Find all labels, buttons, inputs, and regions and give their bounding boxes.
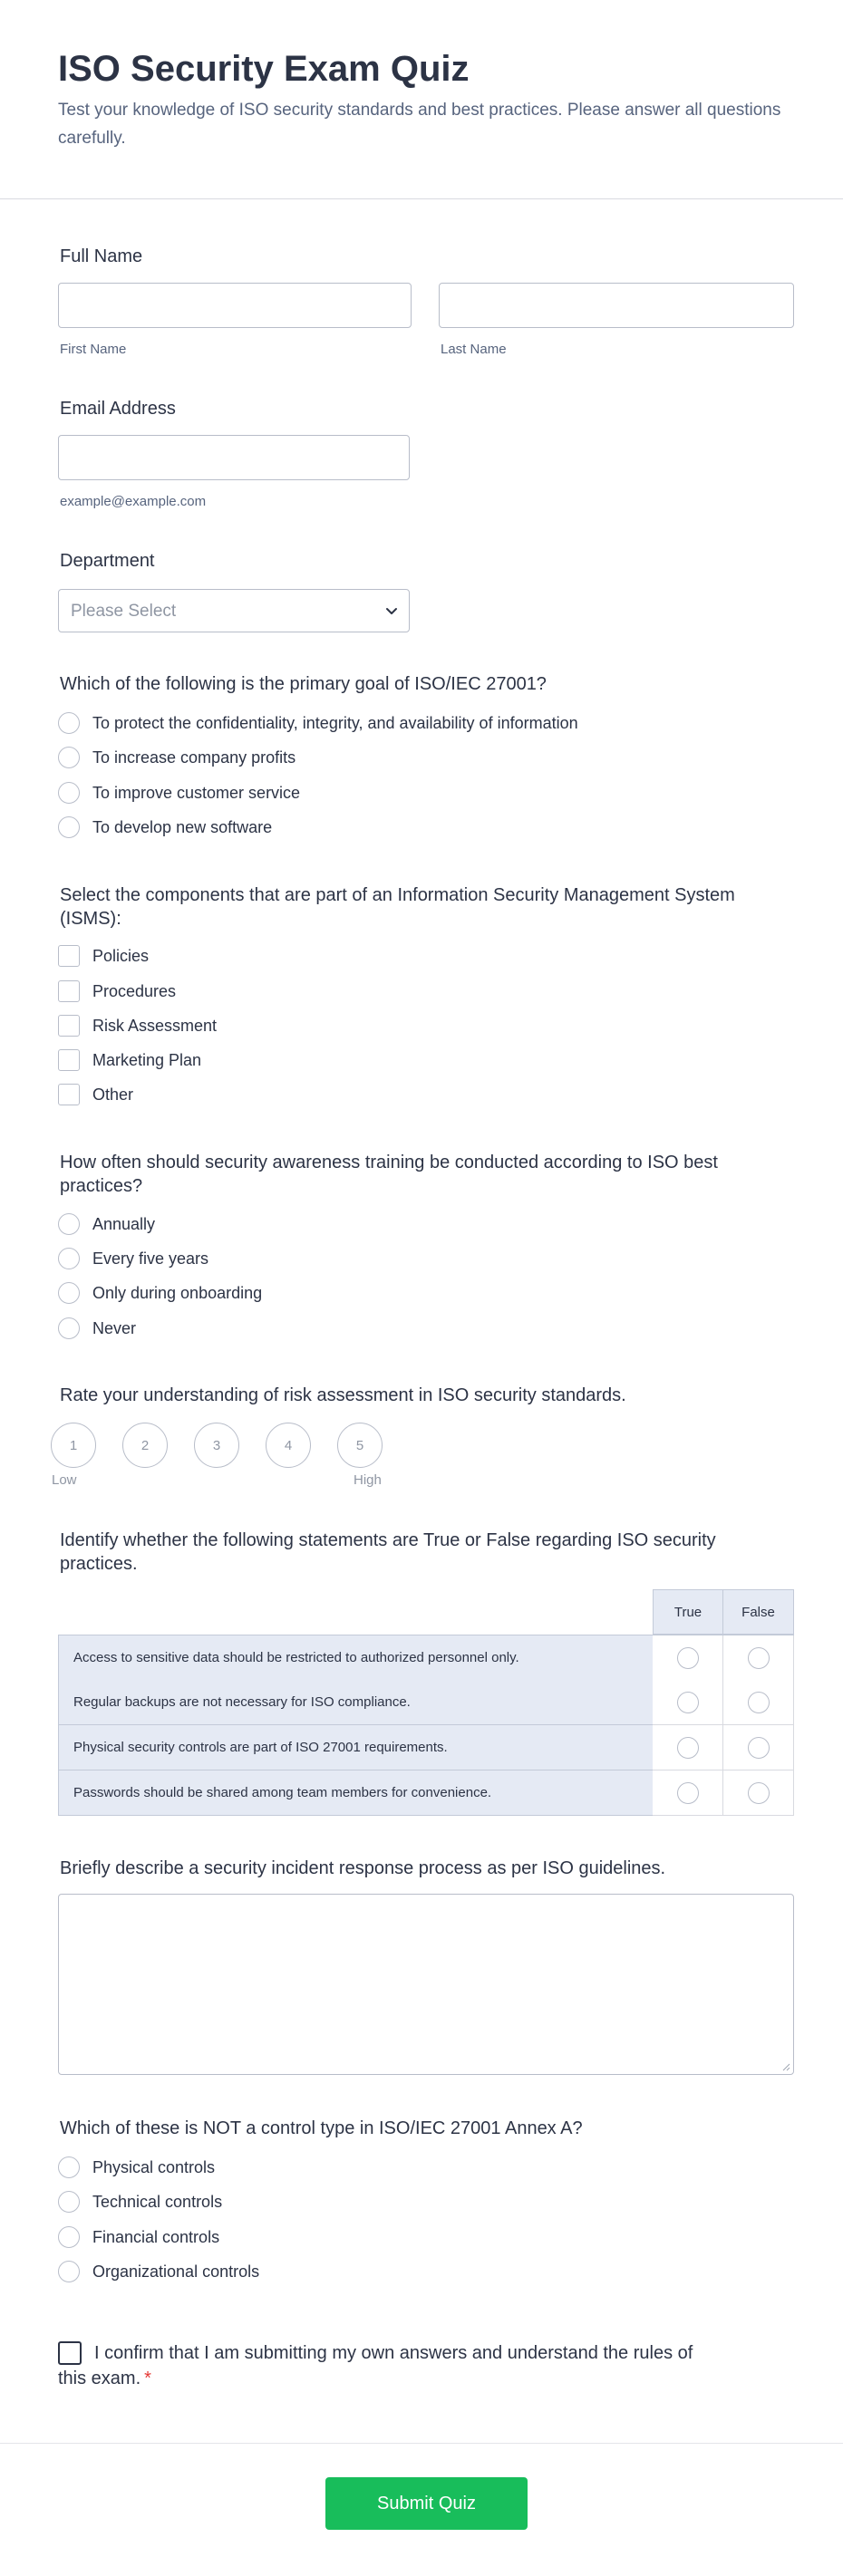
table-row — [58, 1725, 794, 1770]
q3-option[interactable]: Never — [58, 1316, 136, 1341]
radio-button[interactable] — [58, 1282, 80, 1304]
first-name-sublabel: First Name — [60, 342, 127, 357]
matrix-statement: Access to sensitive data should be restricted to authorized personnel only. — [58, 1635, 654, 1681]
required-asterisk: * — [144, 2369, 151, 2388]
matrix-cell-true[interactable] — [653, 1680, 723, 1725]
matrix-cell-false[interactable] — [723, 1680, 794, 1725]
rating-option[interactable]: 3 — [194, 1423, 239, 1468]
question-6-label: Briefly describe a security incident response process as per ISO guidelines. — [60, 1858, 666, 1878]
email-input[interactable] — [58, 435, 410, 480]
q1-option[interactable]: To protect the confidentiality, integrity, and availability of information — [58, 710, 578, 736]
checkbox[interactable] — [58, 945, 80, 967]
department-select[interactable] — [58, 589, 410, 632]
radio-button[interactable] — [677, 1782, 699, 1804]
q2-option[interactable]: Procedures — [58, 979, 176, 1004]
resize-grip-icon[interactable] — [781, 2062, 790, 2071]
last-name-sublabel: Last Name — [441, 342, 507, 357]
question-2-label: Select the components that are part of an Information Security Management System (ISMS): — [60, 885, 735, 929]
q2-option[interactable]: Policies — [58, 943, 149, 969]
matrix-cell-false[interactable] — [723, 1725, 794, 1770]
checkbox[interactable] — [58, 1049, 80, 1071]
first-name-input[interactable] — [58, 283, 412, 328]
radio-button[interactable] — [748, 1737, 770, 1759]
question-1-label: Which of the following is the primary goal of ISO/IEC 27001? — [60, 674, 547, 694]
radio-button[interactable] — [748, 1647, 770, 1669]
q7-option[interactable]: Technical controls — [58, 2189, 222, 2214]
checkbox[interactable] — [58, 1084, 80, 1105]
table-row — [58, 1770, 794, 1816]
radio-button[interactable] — [58, 1317, 80, 1339]
checkbox[interactable] — [58, 980, 80, 1002]
rating-high-label: High — [354, 1472, 382, 1488]
page-subtitle: Test your knowledge of ISO security standards and best practices. Please answer all questions carefully. — [58, 101, 781, 148]
matrix-column-header: True — [653, 1589, 723, 1635]
q7-option[interactable]: Organizational controls — [58, 2259, 259, 2284]
matrix-cell-true[interactable] — [653, 1770, 723, 1816]
confirm-label: I confirm that I am submitting my own answers and understand the rules of this exam. * — [58, 2343, 693, 2388]
department-label: Department — [60, 551, 155, 571]
radio-button[interactable] — [58, 782, 80, 804]
q2-option[interactable]: Risk Assessment — [58, 1013, 217, 1038]
q3-option[interactable]: Every five years — [58, 1246, 208, 1271]
radio-button[interactable] — [748, 1782, 770, 1804]
q3-option[interactable]: Annually — [58, 1211, 155, 1237]
radio-button[interactable] — [748, 1692, 770, 1713]
chevron-down-icon — [383, 603, 400, 619]
radio-button[interactable] — [58, 2226, 80, 2248]
table-row — [58, 1680, 794, 1725]
matrix-cell-true[interactable] — [653, 1635, 723, 1681]
radio-button[interactable] — [58, 2261, 80, 2282]
question-4-label: Rate your understanding of risk assessment in ISO security standards. — [60, 1385, 626, 1405]
page-title: ISO Security Exam Quiz — [58, 49, 470, 89]
department-placeholder: Please Select — [71, 602, 177, 621]
radio-button[interactable] — [58, 747, 80, 768]
q1-option[interactable]: To improve customer service — [58, 780, 300, 806]
matrix-cell-false[interactable] — [723, 1770, 794, 1816]
matrix-column-header: False — [722, 1589, 794, 1635]
rating-option[interactable]: 2 — [122, 1423, 168, 1468]
q7-option[interactable]: Physical controls — [58, 2155, 215, 2180]
rating-option[interactable]: 5 — [337, 1423, 383, 1468]
matrix-cell-false[interactable] — [723, 1635, 794, 1681]
q1-option[interactable]: To develop new software — [58, 815, 272, 840]
email-label: Email Address — [60, 399, 176, 419]
q2-option[interactable]: Marketing Plan — [58, 1047, 201, 1073]
incident-response-textarea[interactable] — [58, 1894, 794, 2075]
matrix-cell-true[interactable] — [653, 1725, 723, 1770]
matrix-statement: Regular backups are not necessary for ISO compliance. — [58, 1680, 654, 1725]
radio-button[interactable] — [58, 1213, 80, 1235]
footer-divider — [0, 2443, 843, 2444]
checkbox[interactable] — [58, 1015, 80, 1037]
rating-option[interactable]: 4 — [266, 1423, 311, 1468]
question-3-label: How often should security awareness training be conducted according to ISO best practices? — [60, 1153, 718, 1196]
radio-button[interactable] — [677, 1737, 699, 1759]
q2-option[interactable]: Other — [58, 1082, 133, 1107]
radio-button[interactable] — [58, 816, 80, 838]
question-7-label: Which of these is NOT a control type in ISO/IEC 27001 Annex A? — [60, 2118, 583, 2138]
radio-button[interactable] — [58, 712, 80, 734]
matrix-statement: Passwords should be shared among team members for convenience. — [58, 1770, 654, 1816]
q1-option[interactable]: To increase company profits — [58, 745, 296, 770]
q7-option[interactable]: Financial controls — [58, 2224, 219, 2250]
submit-quiz-button[interactable]: Submit Quiz — [325, 2477, 528, 2530]
radio-button[interactable] — [58, 1248, 80, 1269]
radio-button[interactable] — [58, 2156, 80, 2178]
radio-button[interactable] — [58, 2191, 80, 2213]
question-5-label: Identify whether the following statements are True or False regarding ISO security practices. — [60, 1530, 716, 1574]
rating-low-label: Low — [52, 1472, 77, 1488]
matrix-statement: Physical security controls are part of ISO 27001 requirements. — [58, 1725, 654, 1770]
q3-option[interactable]: Only during onboarding — [58, 1280, 262, 1306]
rating-option[interactable]: 1 — [51, 1423, 96, 1468]
radio-button[interactable] — [677, 1647, 699, 1669]
full-name-label: Full Name — [60, 246, 143, 266]
email-sublabel: example@example.com — [60, 494, 207, 509]
radio-button[interactable] — [677, 1692, 699, 1713]
form-header — [0, 0, 843, 199]
table-row — [58, 1635, 794, 1680]
last-name-input[interactable] — [439, 283, 794, 328]
